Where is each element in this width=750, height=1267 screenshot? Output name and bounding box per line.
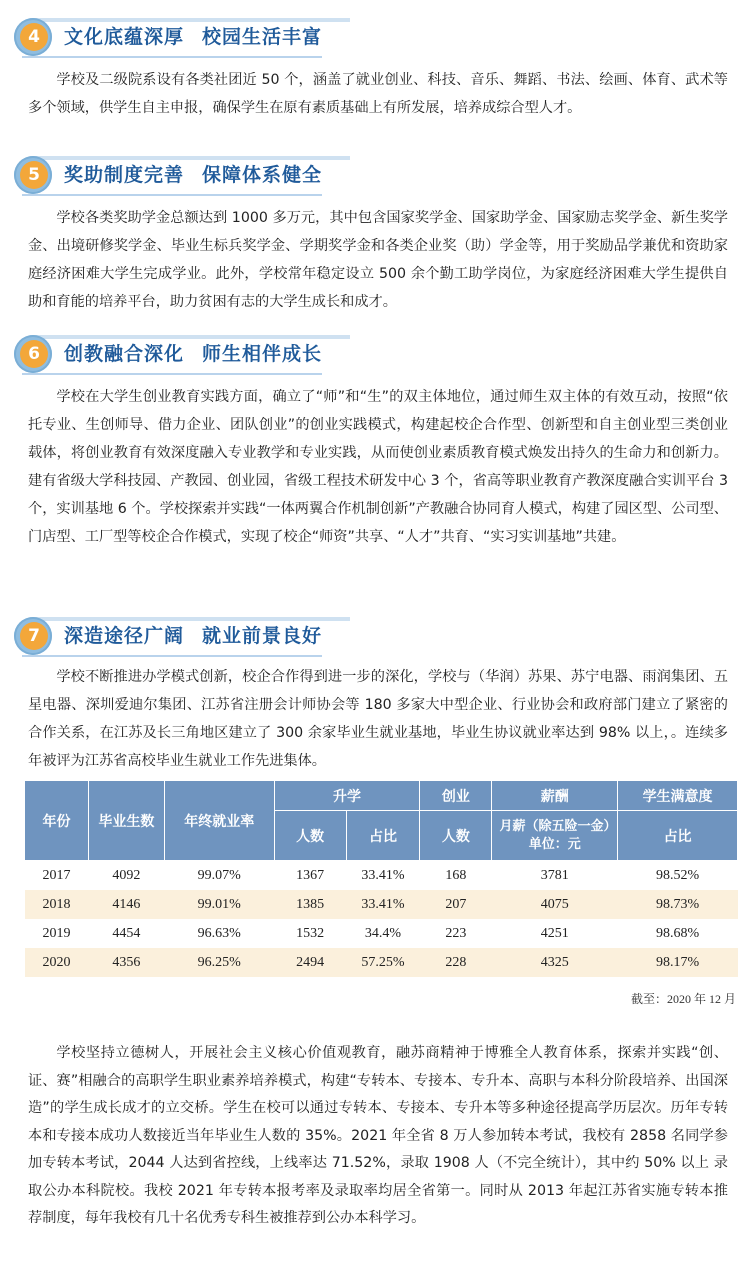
- cell-rate: 99.07%: [197, 867, 241, 883]
- section-title-part-a: 文化底蕴深厚: [64, 26, 185, 48]
- cell-startup-count: 228: [420, 948, 492, 977]
- section-title: [64, 339, 322, 366]
- section-heading: [0, 617, 750, 657]
- section-title: [64, 22, 322, 49]
- cell-startup-count: 223: [445, 925, 467, 941]
- cell-grads: 4146: [88, 890, 164, 919]
- heading-underline: [22, 194, 322, 196]
- closing-section: [0, 1040, 750, 1233]
- section-number-badge: [14, 156, 52, 194]
- table-row: [25, 919, 738, 948]
- cell-startup-count: 207: [420, 890, 492, 919]
- cell-salary: 4325: [492, 948, 618, 977]
- section-number: 6: [20, 340, 48, 368]
- header-startup-count: 人数: [420, 811, 492, 861]
- section-number-badge: [14, 335, 52, 373]
- cell-salary: 3781: [540, 867, 569, 883]
- employment-table: [24, 780, 738, 977]
- table-row: [25, 890, 738, 919]
- section-number-badge: [14, 617, 52, 655]
- heading-underline: [22, 655, 322, 657]
- cell-year: 2017: [42, 867, 71, 883]
- table-row: [25, 861, 738, 891]
- section-heading: [0, 156, 750, 196]
- cell-further-ratio: 33.41%: [361, 867, 405, 883]
- table-row: [25, 948, 738, 977]
- header-grads: 毕业生数: [88, 781, 164, 861]
- header-startup: 创业: [420, 781, 492, 811]
- cell-grads: 4356: [88, 948, 164, 977]
- cell-further-count: 1367: [296, 867, 325, 883]
- header-further-ratio: 占比: [346, 811, 420, 861]
- cell-satisfaction: 98.52%: [655, 867, 700, 883]
- table-date-note: 截至：2020 年 12 月: [630, 992, 736, 1006]
- section-title-part-a: 创教融合深化: [64, 343, 185, 365]
- cell-satisfaction: 98.73%: [618, 890, 738, 919]
- section-number: 7: [20, 622, 48, 650]
- cell-salary: 4251: [540, 925, 569, 941]
- section-heading: [0, 335, 750, 375]
- cell-grads: 4454: [112, 925, 141, 941]
- cell-rate: 96.63%: [197, 925, 241, 941]
- section-5: [0, 156, 750, 316]
- header-satisfaction-ratio: 占比: [618, 811, 738, 861]
- cell-year: 2020: [25, 948, 89, 977]
- cell-further-count: 1532: [296, 925, 325, 941]
- cell-further-ratio: 33.41%: [346, 890, 420, 919]
- header-salary-monthly: 月薪（除五险一金）单位：元: [492, 811, 618, 861]
- section-title-part-b: 就业前景良好: [202, 625, 323, 647]
- section-title-part-b: 校园生活丰富: [202, 26, 323, 48]
- section-paragraph: 学校不断推进办学模式创新，校企合作得到进一步的深化，学校与（华润）苏果、苏宁电器、雨润集团、五星电器、深圳爱迪尔集团、江苏省注册会计师协会等 180 多家大中型企业、行业协会和政府部门建立了紧密的合作关系，在江苏及长三角地区建立了 300 余家毕业生就业基地，毕业生协议就业率达到 98% 以上，。连续多年被评为江苏省高校毕业生就业工作先进集体。: [28, 669, 728, 769]
- cell-further-count: 1385: [274, 890, 346, 919]
- cell-further-ratio: 57.25%: [346, 948, 420, 977]
- closing-paragraph: 学校坚持立德树人，开展社会主义核心价值观教育，融苏商精神于博雅全人教育体系，探索并实践“创、证、赛”相融合的高职学生职业素养培养模式，构建“专转本、专接本、专升本、高职与本科分阶段培养、出国深造”的学生成长成才的立交桥。学生在校可以通过专转本、专接本、专升本等多种途径提高学历层次。历年专转本和专接本成功人数接近当年毕业生人数的 35%。2021 年全省 8 万人参加转本考试，我校有 2858 名同学参加专转本考试，2044 人达到省控线，上线率达 71.52%，录取 1908 人（不完全统计），其中约 50% 以上 录取公办本科院校。我校 2021 年专转本报考率及录取率均居全省第一。同时从 2013 年起江苏省实施专转本推荐制度，每年我校有几十名优秀专科生被推荐到公办本科学习。: [28, 1045, 728, 1226]
- cell-salary: 4075: [492, 890, 618, 919]
- section-title-part-a: 奖助制度完善: [64, 164, 185, 186]
- section-7: [0, 617, 750, 775]
- header-further-count: 人数: [274, 811, 346, 861]
- cell-satisfaction: 98.68%: [655, 925, 700, 941]
- section-number: 4: [20, 23, 48, 51]
- cell-rate: 99.01%: [164, 890, 274, 919]
- section-title: [64, 621, 322, 648]
- cell-startup-count: 168: [445, 867, 467, 883]
- header-further-study: 升学: [274, 781, 420, 811]
- section-4: [0, 18, 750, 122]
- header-year: 年份: [25, 781, 89, 861]
- section-number-badge: [14, 18, 52, 56]
- header-satisfaction: 学生满意度: [618, 781, 738, 811]
- section-paragraph: 学校各类奖助学金总额达到 1000 多万元，其中包含国家奖学金、国家助学金、国家励志奖学金、新生奖学金、出境研修奖学金、毕业生标兵奖学金、学期奖学金和各类企业奖（助）学金等，用于奖励品学兼优和资助家庭经济困难大学生完成学业。此外，学校常年稳定设立 500 余个勤工助学岗位，为家庭经济困难大学生提供自助和育能的培养平台，助力贫困有志的大学生成长和成才。: [28, 210, 728, 310]
- section-number: 5: [20, 161, 48, 189]
- section-title-part-b: 保障体系健全: [202, 164, 323, 186]
- section-title-part-b: 师生相伴成长: [202, 343, 323, 365]
- cell-year: 2018: [25, 890, 89, 919]
- section-title-part-a: 深造途径广阔: [64, 625, 185, 647]
- section-heading: [0, 18, 750, 58]
- cell-year: 2019: [42, 925, 71, 941]
- cell-satisfaction: 98.17%: [618, 948, 738, 977]
- section-paragraph: 学校在大学生创业教育实践方面，确立了“师”和“生”的双主体地位，通过师生双主体的有效互动，按照“依托专业、生创师导、借力企业、团队创业”的创业实践模式，构建起校企合作型、创新型和自主创业型三类创业载体，将创业教育有效深度融入专业教学和专业实践，从而使创业素质教育模式焕发出持久的生命力和创新力。建有省级大学科技园、产教园、创业园，省级工程技术研发中心 3 个，省高等职业教育产教深度融合实训平台 3 个，实训基地 6 个。学校探索并实践“一体两翼合作机制创新”产教融合协同育人模式，构建了园区型、公司型、门店型、工厂型等校企合作模式，实现了校企“师资”共享、“人才”共育、“实习实训基地”共建。: [28, 389, 728, 545]
- header-employment-rate: 年终就业率: [164, 781, 274, 861]
- cell-further-ratio: 34.4%: [364, 925, 402, 941]
- section-title: [64, 160, 322, 187]
- header-salary: 薪酬: [492, 781, 618, 811]
- section-6: [0, 335, 750, 551]
- heading-underline: [22, 56, 322, 58]
- cell-grads: 4092: [112, 867, 141, 883]
- section-paragraph: 学校及二级院系设有各类社团近 50 个，涵盖了就业创业、科技、音乐、舞蹈、书法、绘画、体育、武术等多个领域，供学生自主申报，确保学生在原有素质基础上有所发展，培养成综合型人才。: [28, 72, 728, 116]
- cell-rate: 96.25%: [164, 948, 274, 977]
- cell-further-count: 2494: [274, 948, 346, 977]
- heading-underline: [22, 373, 322, 375]
